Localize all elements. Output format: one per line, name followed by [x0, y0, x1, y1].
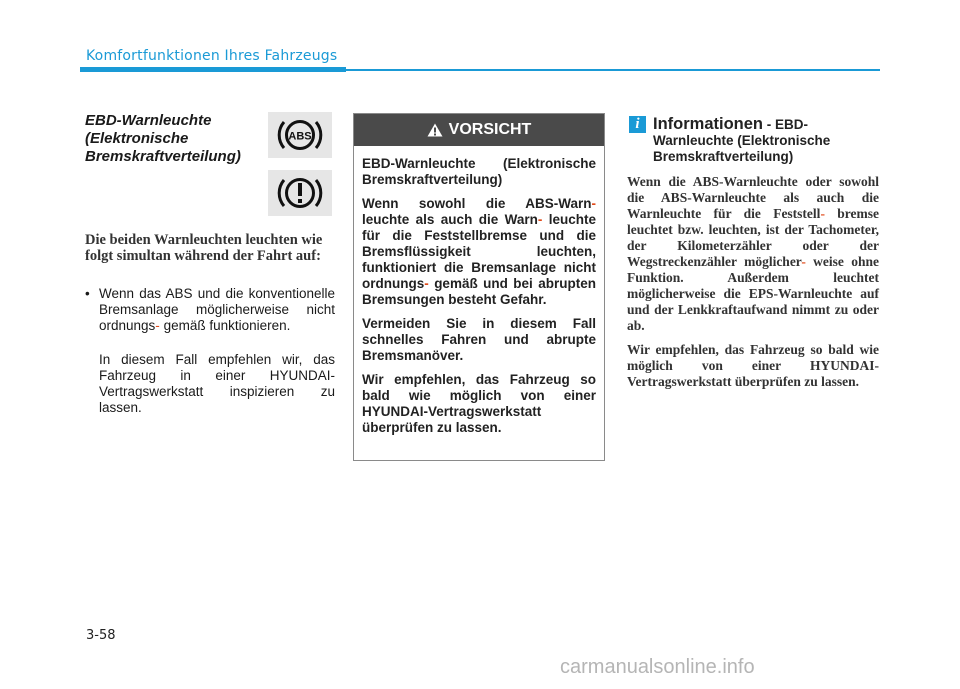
abs-warning-icon [268, 112, 332, 158]
page-number: 3-58 [86, 628, 116, 643]
caution-header [354, 114, 604, 146]
caution-paragraph-3: Wir empfehlen, das Fahrzeug so bald wie möglich von einer HYUNDAI-Vertragswerkstatt überprüfen zu lassen. [362, 372, 596, 435]
ebd-bullet [85, 286, 335, 334]
caution-body [354, 146, 604, 436]
caution-heading: VORSICHT [448, 121, 532, 138]
ebd-intro: Die beiden Warnleuchten leuchten wie folgt simultan während der Fahrt auf: [85, 232, 323, 264]
watermark: carmanualsonline.info [560, 656, 755, 678]
info-paragraph-1: Wenn die ABS-Warnleuchte oder sowohl die ABS-Warnleuchte als auch die Warnleuchte für die Feststell- bremse leuchtet bzw. leuchten, ist der Tachometer, der Kilometerzähler oder der Wegstreckenzähler möglicher- weise ohne Funktion. Außerdem leuchtet möglicherweise die EPS-Warnleuchte auf und der Lenkkraftaufwand nimmt zu oder ab. [627, 174, 880, 333]
caution-subtitle: EBD-Warnleuchte (Elektronische Bremskraftverteilung) [362, 156, 596, 187]
svg-text:ABS: ABS [288, 130, 312, 143]
info-title: Informationen - EBD-Warnleuchte (Elektronische Bremskraftverteilung) [653, 115, 831, 164]
bullet-text: Wenn das ABS und die konventionelle Bremsanlage möglicherweise nicht ordnungs- gemäß funktionieren. [99, 286, 335, 333]
brake-warning-icon [268, 170, 332, 216]
bullet-mark: • [85, 286, 90, 301]
caution-paragraph-1: Wenn sowohl die ABS-Warn- leuchte als auch die Warn- leuchte für die Feststellbremse und die Bremsflüssigkeit leuchten, funktioniert die Bremsanlage nicht ordnungs- gemäß und bei abrupten Bremsungen besteht Gefahr. [362, 196, 596, 307]
ebd-title: EBD-Warnleuchte (Elektronische Bremskraftverteilung) [85, 112, 241, 165]
caution-paragraph-2: Vermeiden Sie in diesem Fall schnelles Fahren und abrupte Bremsmanöver. [362, 316, 596, 363]
section-title: Komfortfunktionen Ihres Fahrzeugs [86, 48, 338, 64]
caution-box [353, 113, 605, 461]
warning-triangle-icon [427, 123, 443, 137]
info-body [627, 174, 879, 398]
info-icon: i [629, 116, 646, 133]
header-accent-bar [80, 67, 346, 72]
info-paragraph-2: Wir empfehlen, das Fahrzeug so bald wie möglich von einer HYUNDAI-Vertragswerkstatt überprüfen zu lassen. [627, 342, 879, 389]
header-rule [346, 69, 880, 71]
ebd-recommendation: In diesem Fall empfehlen wir, das Fahrzeug in einer HYUNDAI-Vertragswerkstatt inspizieren zu lassen. [99, 352, 335, 415]
